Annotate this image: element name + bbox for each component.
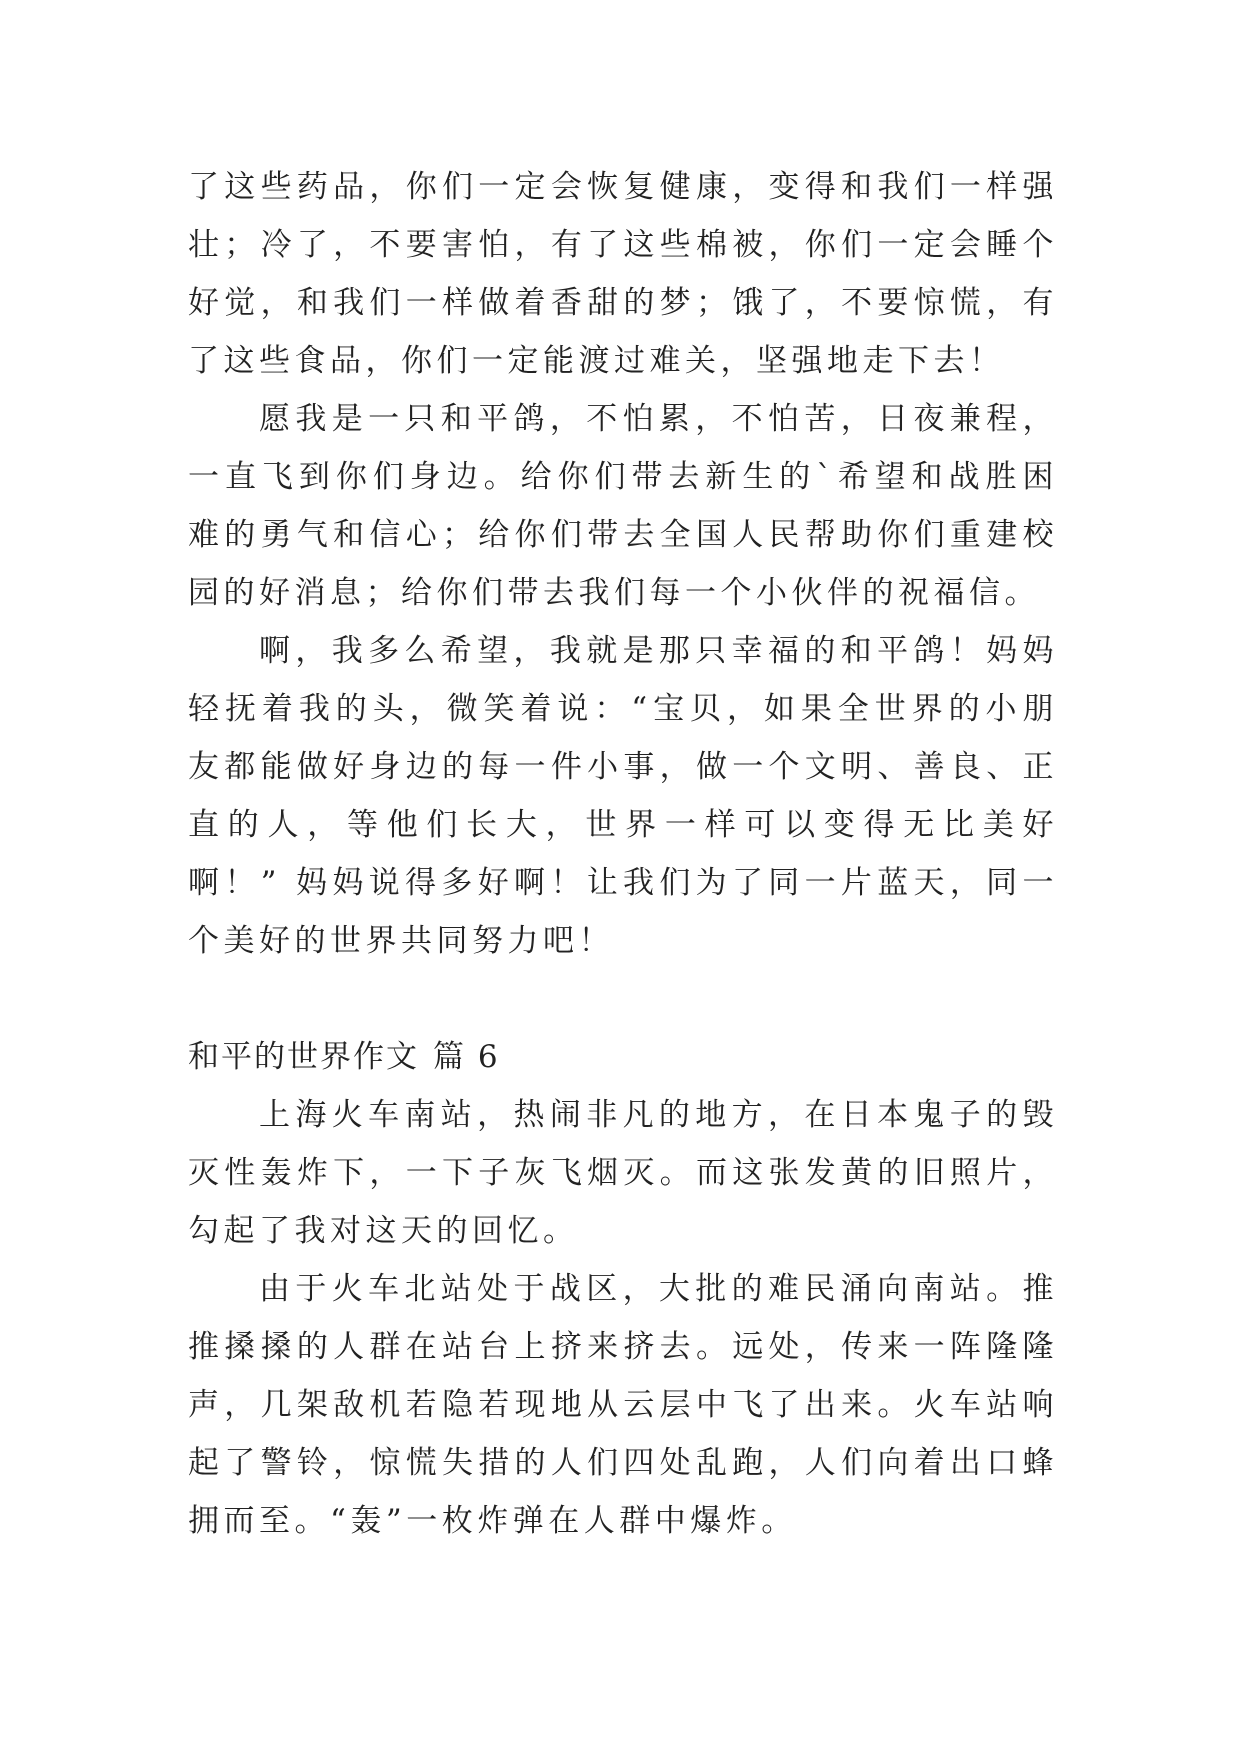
section-spacer: [188, 970, 1058, 1028]
paragraph-shanghai-station: 上海火车南站，热闹非凡的地方，在日本鬼子的毁灭性轰炸下，一下子灰飞烟灭。而这张发黄的旧照片，勾起了我对这天的回忆。: [188, 1097, 1058, 1249]
paragraph-continued: 了这些药品，你们一定会恢复健康，变得和我们一样强壮；冷了，不要害怕，有了这些棉被，你们一定会睡个好觉，和我们一样做着香甜的梦；饿了，不要惊慌，有了这些食品，你们一定能渡过难关，坚强地走下去！: [188, 169, 1058, 379]
paragraph-mother-words: 啊，我多么希望，我就是那只幸福的和平鸽！妈妈轻抚着我的头，微笑着说：“宝贝，如果全世界的小朋友都能做好身边的每一件小事，做一个文明、善良、正直的人，等他们长大，世界一样可以变得无比美好啊！” 妈妈说得多好啊！让我们为了同一片蓝天，同一个美好的世界共同努力吧！: [188, 633, 1058, 959]
section-heading-title: 和平的世界作文: [188, 1039, 419, 1075]
document-body: [188, 158, 1058, 1550]
section-heading-number: 篇 6: [433, 1039, 500, 1075]
section-heading: [188, 1028, 1058, 1086]
paragraph-bombing: 由于火车北站处于战区，大批的难民涌向南站。推推搡搡的人群在站台上挤来挤去。远处，传来一阵隆隆声，几架敌机若隐若现地从云层中飞了出来。火车站响起了警铃，惊慌失措的人们四处乱跑，人们向着出口蜂拥而至。“轰”一枚炸弹在人群中爆炸。: [188, 1271, 1058, 1539]
paragraph-peace-dove-wish: 愿我是一只和平鸽，不怕累，不怕苦，日夜兼程，一直飞到你们身边。给你们带去新生的`希望和战胜困难的勇气和信心；给你们带去全国人民帮助你们重建校园的好消息；给你们带去我们每一个小伙伴的祝福信。: [188, 401, 1058, 611]
